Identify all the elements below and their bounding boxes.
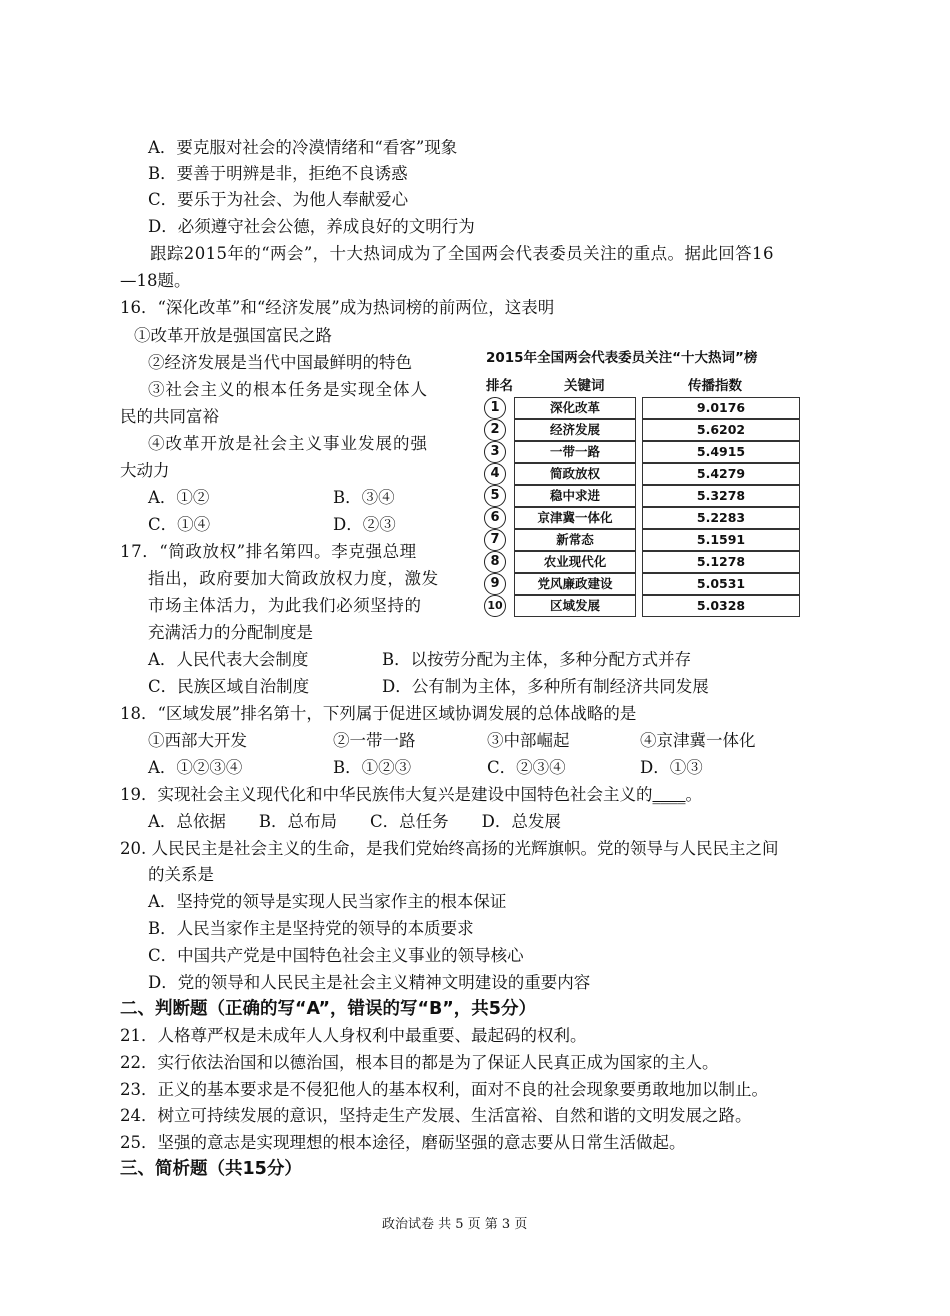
- q20-option-a: A．坚持党的领导是实现人民当家作主的根本保证: [148, 892, 507, 911]
- q20-stem: 20. 人民民主是社会主义的生命，是我们党始终高扬的光辉旗帜。党的领导与人民民主之间: [120, 839, 779, 858]
- page-footer: 政治试卷 共 5 页 第 3 页: [382, 1217, 528, 1232]
- keyword-cell: 区域发展: [514, 595, 636, 617]
- q15-option-a: A．要克服对社会的冷漠情绪和“看客”现象: [148, 138, 458, 157]
- table-row: [482, 551, 804, 573]
- q16-item-4-cont: 大动力: [120, 461, 170, 480]
- q18-option-c: C．②③④: [487, 758, 566, 777]
- keyword-cell: 深化改革: [514, 397, 636, 419]
- index-cell: 9.0176: [642, 397, 800, 419]
- index-cell: 5.0531: [642, 573, 800, 595]
- q16-item-3-cont: 民的共同富裕: [120, 407, 219, 426]
- rank-badge: 2: [484, 419, 506, 441]
- table-title: 2015年全国两会代表委员关注“十大热词”榜: [486, 350, 758, 366]
- intro-text-cont: —18题。: [120, 271, 191, 290]
- judge-item-24: 24．树立可持续发展的意识，坚持走生产发展、生活富裕、自然和谐的文明发展之路。: [120, 1106, 752, 1125]
- q20-option-b: B．人民当家作主是坚持党的领导的本质要求: [148, 919, 474, 938]
- rank-badge: 1: [484, 397, 506, 419]
- keyword-cell: 党风廉政建设: [514, 573, 636, 595]
- q19-options: A．总依据 B．总布局 C．总任务 D．总发展: [148, 812, 561, 831]
- table-row: [482, 441, 804, 463]
- q17-stem-cont-1: 指出，政府要加大简政放权力度，激发: [148, 569, 439, 588]
- rank-badge: 5: [484, 485, 506, 507]
- q19-blank: ____: [652, 785, 686, 804]
- q18-option-a: A．①②③④: [148, 758, 243, 777]
- index-cell: 5.1591: [642, 529, 800, 551]
- rank-badge: 8: [484, 551, 506, 573]
- index-cell: 5.2283: [642, 507, 800, 529]
- index-cell: 5.4279: [642, 463, 800, 485]
- q16-option-a: A．①②: [148, 488, 210, 507]
- q18-stem: 18．“区域发展”排名第十，下列属于促进区域协调发展的总体战略的是: [120, 704, 637, 723]
- q16-stem: 16．“深化改革”和“经济发展”成为热词榜的前两位，这表明: [120, 298, 555, 317]
- table-row: [482, 573, 804, 595]
- keyword-cell: 简政放权: [514, 463, 636, 485]
- judge-item-25: 25．坚强的意志是实现理想的根本途径，磨砺坚强的意志要从日常生活做起。: [120, 1133, 686, 1152]
- table-row: [482, 507, 804, 529]
- q17-stem-cont-3: 充满活力的分配制度是: [148, 623, 313, 642]
- table-row: [482, 463, 804, 485]
- rank-badge: 6: [484, 507, 506, 529]
- q16-item-1: ①改革开放是强国富民之路: [134, 326, 332, 345]
- index-cell: 5.3278: [642, 485, 800, 507]
- table-row: [482, 397, 804, 419]
- q19-stem-text: 19．实现社会主义现代化和中华民族伟大复兴是建设中国特色社会主义的: [120, 785, 653, 804]
- q20-option-c: C．中国共产党是中国特色社会主义事业的领导核心: [148, 946, 524, 965]
- table-row: [482, 529, 804, 551]
- index-cell: 5.6202: [642, 419, 800, 441]
- intro-text: 跟踪2015年的“两会”，十大热词成为了全国两会代表委员关注的重点。据此回答16: [150, 244, 774, 263]
- q17-option-c: C．民族区域自治制度: [148, 677, 310, 696]
- q16-item-2: ②经济发展是当代中国最鲜明的特色: [148, 353, 412, 372]
- index-cell: 5.0328: [642, 595, 800, 617]
- rank-badge: 4: [484, 463, 506, 485]
- keyword-cell: 一带一路: [514, 441, 636, 463]
- keyword-cell: 农业现代化: [514, 551, 636, 573]
- q16-option-b: B．③④: [333, 488, 395, 507]
- keyword-cell: 新常态: [514, 529, 636, 551]
- index-cell: 5.4915: [642, 441, 800, 463]
- keyword-cell: 稳中求进: [514, 485, 636, 507]
- q19-stem-end: 。: [685, 785, 702, 804]
- q17-stem: 17．“简政放权”排名第四。李克强总理: [120, 542, 417, 561]
- rank-badge: 7: [484, 529, 506, 551]
- q17-option-b: B．以按劳分配为主体，多种分配方式并存: [382, 650, 692, 669]
- table-row: [482, 419, 804, 441]
- hot-words-table: [482, 340, 804, 620]
- q17-stem-cont-2: 市场主体活力，为此我们必须坚持的: [148, 596, 422, 615]
- rank-badge: 3: [484, 441, 506, 463]
- q16-item-4: ④改革开放是社会主义事业发展的强: [148, 434, 428, 453]
- rank-badge: 10: [484, 595, 506, 617]
- header-keyword: 关键词: [564, 378, 605, 394]
- q20-stem-cont: 的关系是: [148, 865, 214, 884]
- header-rank: 排名: [486, 378, 513, 394]
- q16-option-c: C．①④: [148, 515, 211, 534]
- q18-option-d: D．①③: [640, 758, 703, 777]
- q16-item-3: ③社会主义的根本任务是实现全体人: [148, 380, 428, 399]
- q19-stem: [120, 784, 702, 806]
- q20-option-d: D．党的领导和人民民主是社会主义精神文明建设的重要内容: [148, 973, 591, 992]
- rank-badge: 9: [484, 573, 506, 595]
- index-cell: 5.1278: [642, 551, 800, 573]
- keyword-cell: 京津冀一体化: [514, 507, 636, 529]
- table-row: [482, 485, 804, 507]
- keyword-cell: 经济发展: [514, 419, 636, 441]
- q15-option-b: B．要善于明辨是非，拒绝不良诱惑: [148, 164, 408, 183]
- q16-option-d: D．②③: [333, 515, 396, 534]
- judge-item-23: 23．正义的基本要求是不侵犯他人的基本权利，面对不良的社会现象要勇敢地加以制止。: [120, 1080, 768, 1099]
- judge-item-21: 21．人格尊严权是未成年人人身权利中最重要、最起码的权利。: [120, 1026, 587, 1045]
- q18-item-3: ③中部崛起: [487, 731, 570, 750]
- q15-option-c: C．要乐于为社会、为他人奉献爱心: [148, 190, 409, 209]
- q17-option-d: D．公有制为主体，多种所有制经济共同发展: [382, 677, 709, 696]
- header-index: 传播指数: [688, 378, 742, 394]
- section-3-heading: 三、简析题（共15分）: [120, 1159, 302, 1179]
- q15-option-d: D．必须遵守社会公德，养成良好的文明行为: [148, 217, 475, 236]
- q18-option-b: B．①②③: [333, 758, 412, 777]
- q17-option-a: A．人民代表大会制度: [148, 650, 309, 669]
- q18-item-1: ①西部大开发: [148, 731, 247, 750]
- section-2-heading: 二、判断题（正确的写“A”，错误的写“B”，共5分）: [120, 999, 536, 1019]
- q18-item-2: ②一带一路: [333, 731, 416, 750]
- judge-item-22: 22．实行依法治国和以德治国，根本目的都是为了保证人民真正成为国家的主人。: [120, 1053, 719, 1072]
- table-row: [482, 595, 804, 617]
- q18-item-4: ④京津冀一体化: [640, 731, 756, 750]
